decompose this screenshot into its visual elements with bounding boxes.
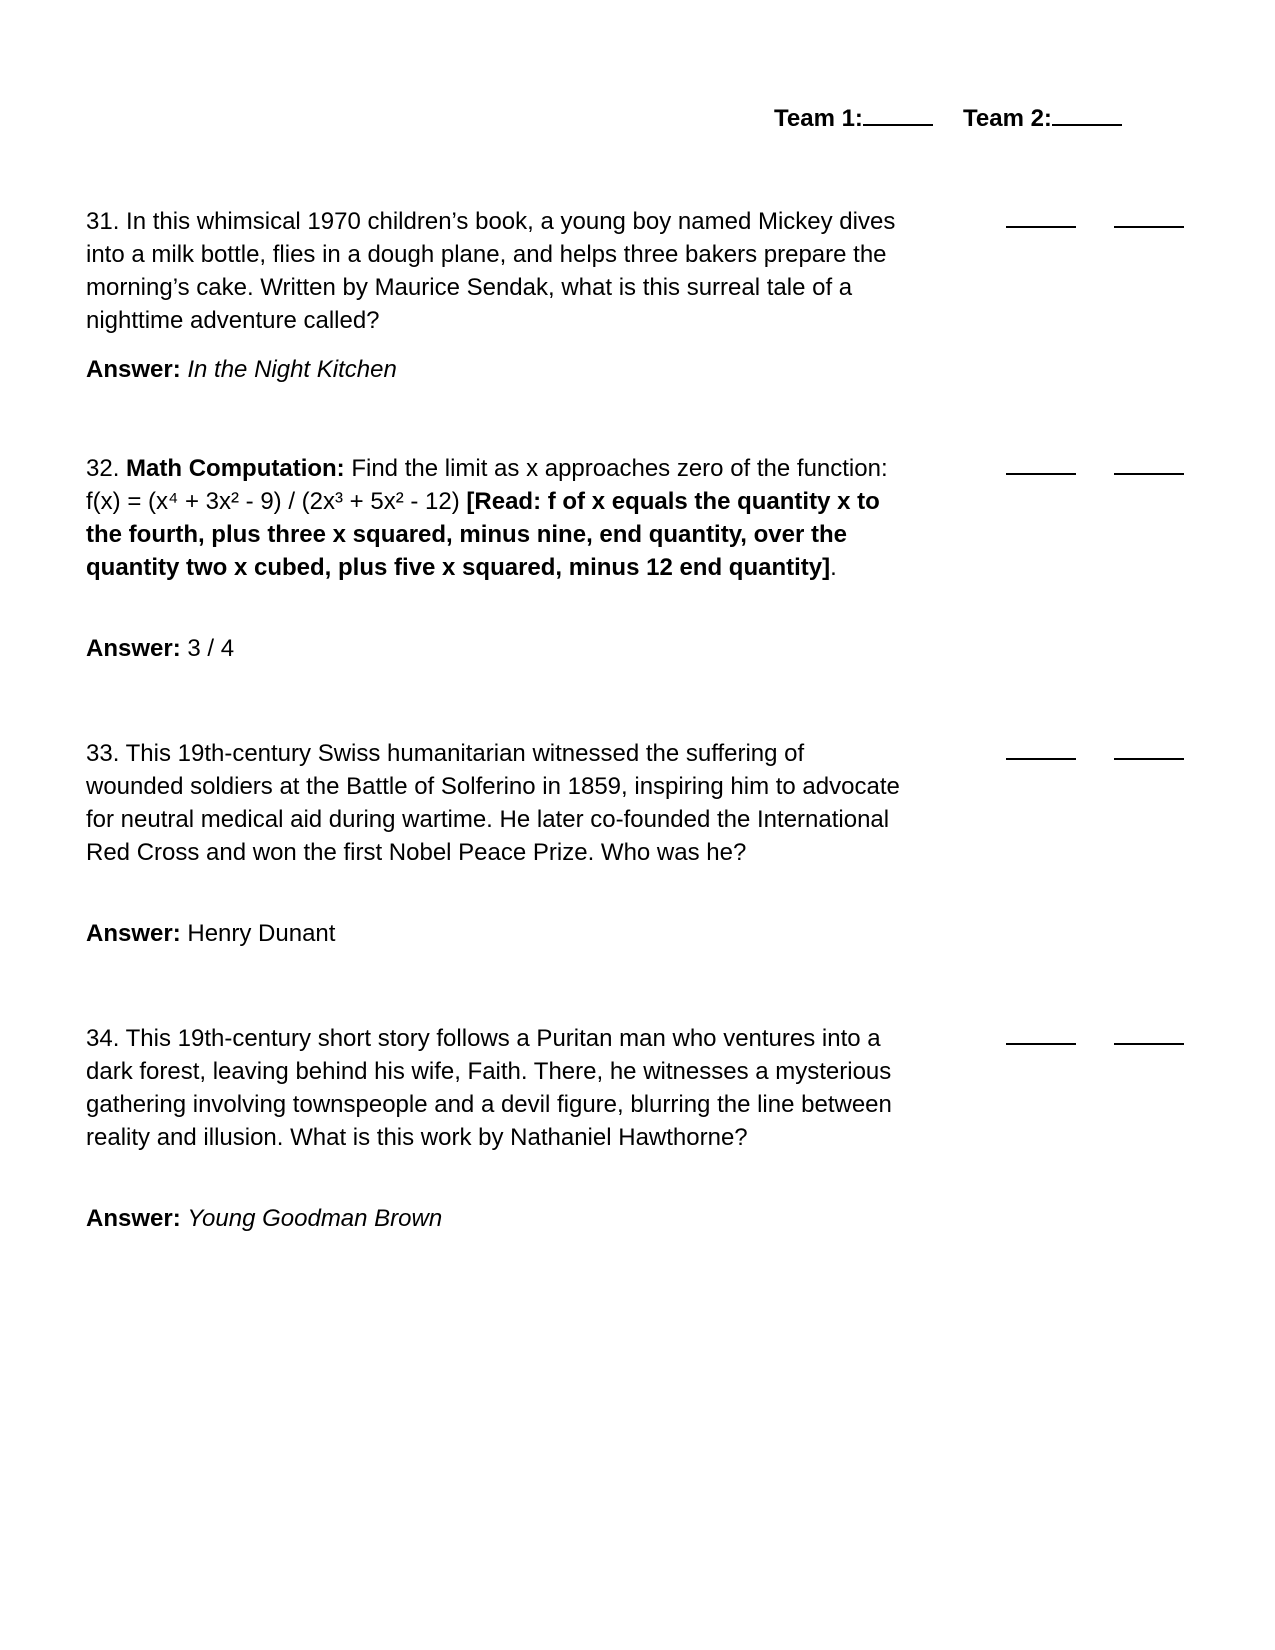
question-33-text: 33. This 19th-century Swiss humanitarian witnessed the suffering of wounded soldiers at the Battle of Solferino in 1859, inspiring him to advocate for neutral medical aid during wartime. He later co-founded the International Red Cross and won the first Nobel Peace Prize. Who was he? — [86, 740, 900, 866]
question-33-team-1-score-line — [1006, 758, 1076, 760]
reading-guide: [Read: f of x equals the quantity x to the fourth, plus three x squared, minus nine, end quantity, over the quantity two x cubed, plus five x squared, minus 12 end quantity] — [86, 488, 880, 581]
question-number: 33. — [86, 740, 120, 767]
question-number: 34. — [86, 1025, 120, 1052]
question-34-team-2-score-line — [1114, 1043, 1184, 1045]
question-number: 31. — [86, 208, 120, 235]
team-1-score-blank — [863, 100, 933, 126]
question-31-text: 31. In this whimsical 1970 children’s book, a young boy named Mickey dives into a milk bottle, flies in a dough plane, and helps three bakers prepare the morning’s cake. Written by Maurice Sendak, what is this surreal tale of a nighttime adventure called? — [86, 208, 896, 334]
question-32-team-2-score-line — [1114, 473, 1184, 475]
question-34-answer: Answer: Young Goodman Brown — [86, 1205, 443, 1232]
team-2-label: Team 2: — [963, 100, 1122, 134]
question-31 — [86, 205, 906, 383]
question-33-answer: Answer: Henry Dunant — [86, 920, 336, 947]
question-32-text: 32. Math Computation: Find the limit as x approaches zero of the function: f(x) = (x⁴ + 3x² - 9) / (2x³ + 5x² - 12) [Read: f of x equals the quantity x to the fourth, plus three x squared, minus nine, end quantity, over the quantity two x cubed, plus five x squared, minus 12 end quantity]. — [86, 455, 888, 581]
team-2-score-blank — [1052, 100, 1122, 126]
question-number: 32. — [86, 455, 120, 482]
question-category: Math Computation: — [126, 455, 345, 482]
question-31-answer: Answer: In the Night Kitchen — [86, 356, 397, 383]
question-34-team-1-score-line — [1006, 1043, 1076, 1045]
question-33 — [86, 737, 906, 947]
question-32-answer: Answer: 3 / 4 — [86, 635, 235, 662]
question-33-team-2-score-line — [1114, 758, 1184, 760]
question-31-team-1-score-line — [1006, 226, 1076, 228]
question-31-team-2-score-line — [1114, 226, 1184, 228]
team-score-header — [0, 100, 1275, 140]
question-34-text: 34. This 19th-century short story follows a Puritan man who ventures into a dark forest, leaving behind his wife, Faith. There, he witnesses a mysterious gathering involving townspeople and a devil figure, blurring the line between reality and illusion. What is this work by Nathaniel Hawthorne? — [86, 1025, 892, 1151]
team-1-label: Team 1: — [774, 100, 933, 134]
question-32-team-1-score-line — [1006, 473, 1076, 475]
question-32 — [86, 452, 906, 662]
question-34 — [86, 1022, 906, 1232]
